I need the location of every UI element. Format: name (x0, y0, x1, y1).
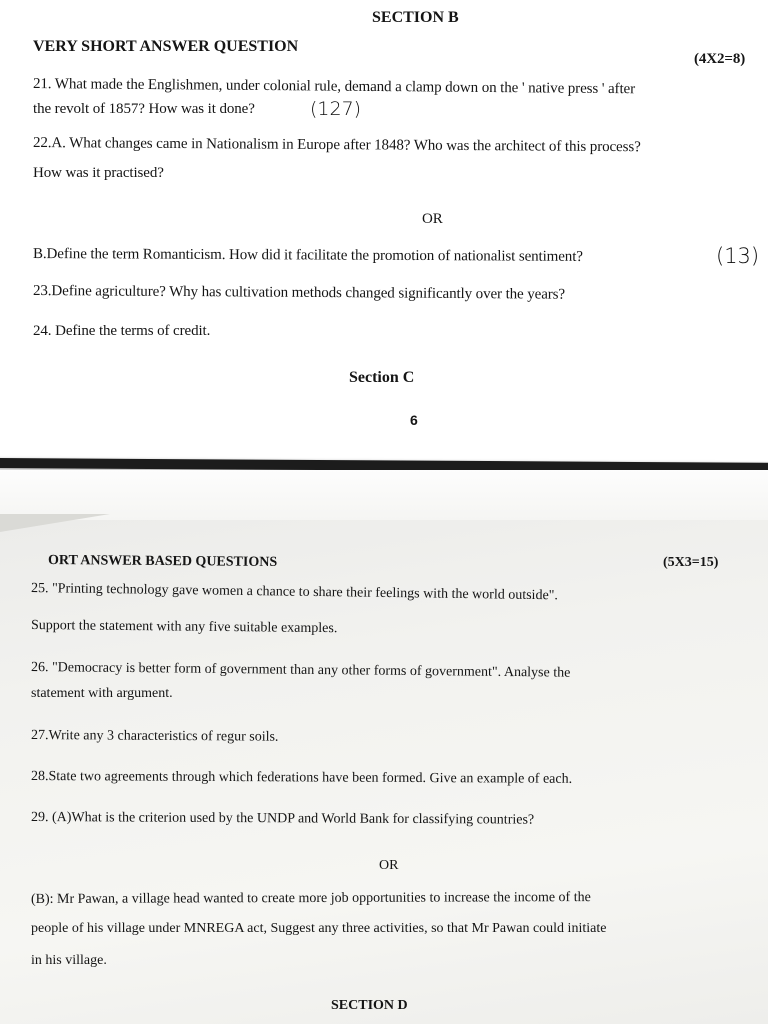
page-number: 6 (410, 412, 418, 428)
question-29a: 29. (A)What is the criterion used by the UNDP and World Bank for classifying countries? (30, 810, 535, 828)
handwritten-page-note-127: (127) (310, 98, 362, 120)
section-c-title: Section C (349, 369, 415, 386)
question-26-line-1: 26. "Democracy is better form of government than any other forms of government". Analyse the (30, 660, 571, 681)
question-28: 28.State two agreements through which federations have been formed. Give an example of each. (30, 769, 573, 787)
question-22a-line-1: 22.A. What changes came in Nationalism in Europe after 1848? Who was the architect of this process? (32, 135, 641, 156)
question-21-line-1: 21. What made the Englishmen, under colonial rule, demand a clamp down on the ' native press ' after (32, 76, 636, 98)
or-divider: OR (422, 211, 443, 227)
very-short-answer-heading: VERY SHORT ANSWER QUESTION (33, 38, 299, 55)
question-29b-line-2: people of his village under MNREGA act, Suggest any three activities, so that Mr Pawan could initiate (31, 921, 607, 936)
handwritten-page-note-13: (13) (716, 244, 760, 268)
question-24: 24. Define the terms of credit. (33, 323, 211, 339)
question-29b-line-1: (B): Mr Pawan, a village head wanted to create more job opportunities to increase the income of the (30, 890, 591, 907)
short-answer-heading: ORT ANSWER BASED QUESTIONS (47, 553, 278, 570)
question-25-line-2: Support the statement with any five suitable examples. (30, 618, 338, 637)
or-divider: OR (379, 858, 399, 873)
section-d-title: SECTION D (331, 998, 408, 1013)
background-gap (0, 470, 768, 520)
upper-exam-page (0, 0, 768, 468)
question-29b-line-3: in his village. (31, 953, 107, 968)
section-b-title: SECTION B (372, 9, 459, 26)
lower-exam-page (0, 520, 768, 1024)
question-22b: B.Define the term Romanticism. How did it facilitate the promotion of nationalist sentiment? (32, 246, 583, 265)
question-25-line-1: 25. "Printing technology gave women a chance to share their feelings with the world outside". (30, 581, 559, 604)
question-23: 23.Define agriculture? Why has cultivation methods changed significantly over the years? (32, 283, 566, 303)
torn-corner (0, 514, 110, 532)
section-b-marks: (4X2=8) (694, 51, 746, 67)
question-22a-line-2: How was it practised? (33, 165, 164, 181)
section-c-marks: (5X3=15) (663, 555, 719, 570)
question-26-line-2: statement with argument. (31, 686, 173, 701)
question-21-line-2: the revolt of 1857? How was it done? (33, 101, 255, 117)
question-27: 27.Write any 3 characteristics of regur soils. (30, 728, 279, 745)
